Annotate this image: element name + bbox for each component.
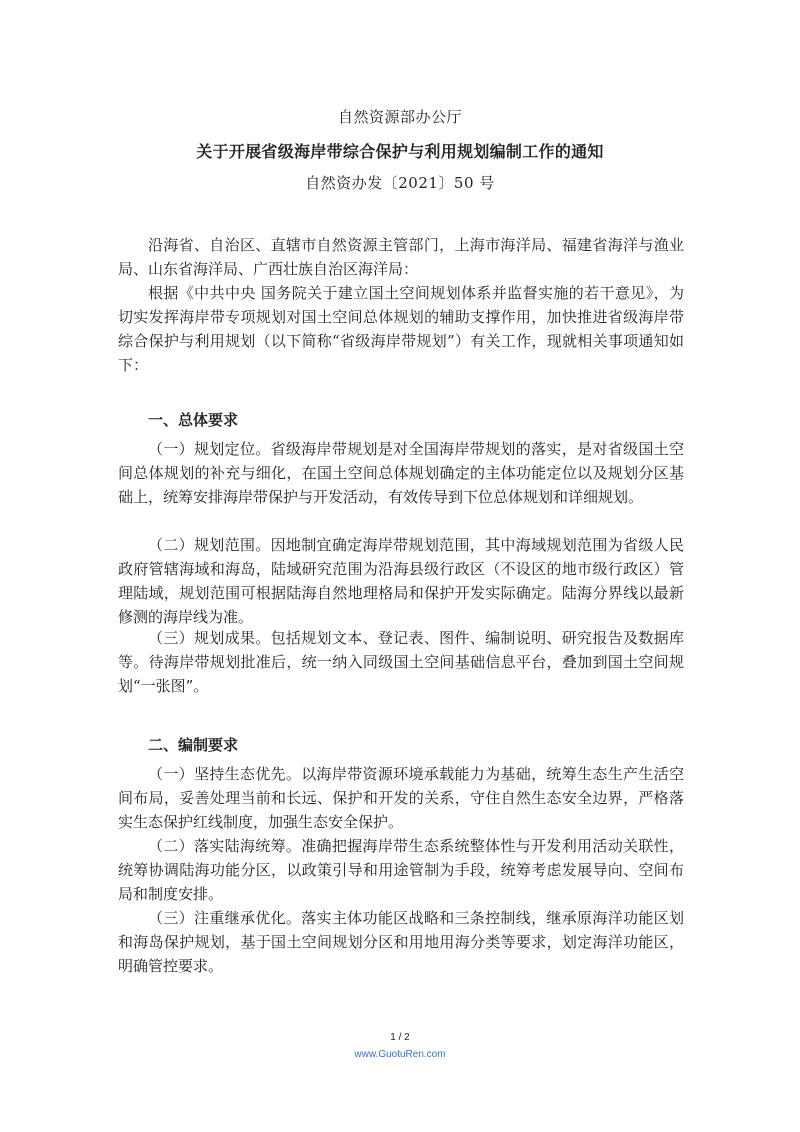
document-number: 自然资办发〔2021〕50 号 [305,174,495,192]
section-heading-1: 一、总体要求 [148,411,239,429]
section1-item-2: （二）规划范围。因地制宜确定海岸带规划范围，其中海域规划范围为省级人民政府管辖海域和海岛，陆域研究范围为沿海县级行政区（不设区的地市级行政区）管理陆域，规划范围可根据陆海自然地理格局和保护开发实际确定。陆海分界线以最新修测的海岸线为准。 [118,536,684,626]
section-heading-2: 二、编制要求 [148,736,239,754]
page-number: 1 / 2 [390,1032,410,1043]
section2-item-1: （一）坚持生态优先。以海岸带资源环境承载能力为基础，统筹生态生产生活空间布局，妥善处理当前和长远、保护和开发的关系，守住自然生态安全边界，严格落实生态保护红线制度，加强生态安全保护。 [118,765,684,831]
salutation: 沿海省、自治区、直辖市自然资源主管部门，上海市海洋局、福建省海洋与渔业局、山东省海洋局、广西壮族自治区海洋局： [118,236,684,278]
section1-item-1: （一）规划定位。省级海岸带规划是对全国海岸带规划的落实，是对省级国土空间总体规划的补充与细化，在国土空间总体规划确定的主体功能定位以及规划分区基础上，统筹安排海岸带保护与开发活动，有效传导到下位总体规划和详细规划。 [118,440,684,506]
section2-item-3: （三）注重继承优化。落实主体功能区战略和三条控制线，继承原海洋功能区划和海岛保护规划，基于国土空间规划分区和用地用海分类等要求，划定海洋功能区，明确管控要求。 [118,909,684,975]
document-title: 关于开展省级海岸带综合保护与利用规划编制工作的通知 [196,142,604,161]
section1-item-3: （三）规划成果。包括规划文本、登记表、图件、编制说明、研究报告及数据库等。待海岸带规划批准后，统一纳入同级国土空间基础信息平台，叠加到国土空间规划“一张图”。 [118,629,684,695]
issuer-name: 自然资源部办公厅 [337,108,462,126]
intro-paragraph: 根据《中共中央 国务院关于建立国土空间规划体系并监督实施的若干意见》，为切实发挥海岸带专项规划对国土空间总体规划的辅助支撑作用，加快推进省级海岸带综合保护与利用规划（以下简称“省级海岸带规划”）有关工作，现就相关事项通知如下： [118,284,684,374]
website-link[interactable]: www.GuotuRen.com [354,1049,446,1060]
section2-item-2: （二）落实陆海统筹。准确把握海岸带生态系统整体性与开发利用活动关联性，统筹协调陆海功能分区，以政策引导和用途管制为手段，统筹考虑发展导向、空间布局和制度安排。 [118,837,684,903]
